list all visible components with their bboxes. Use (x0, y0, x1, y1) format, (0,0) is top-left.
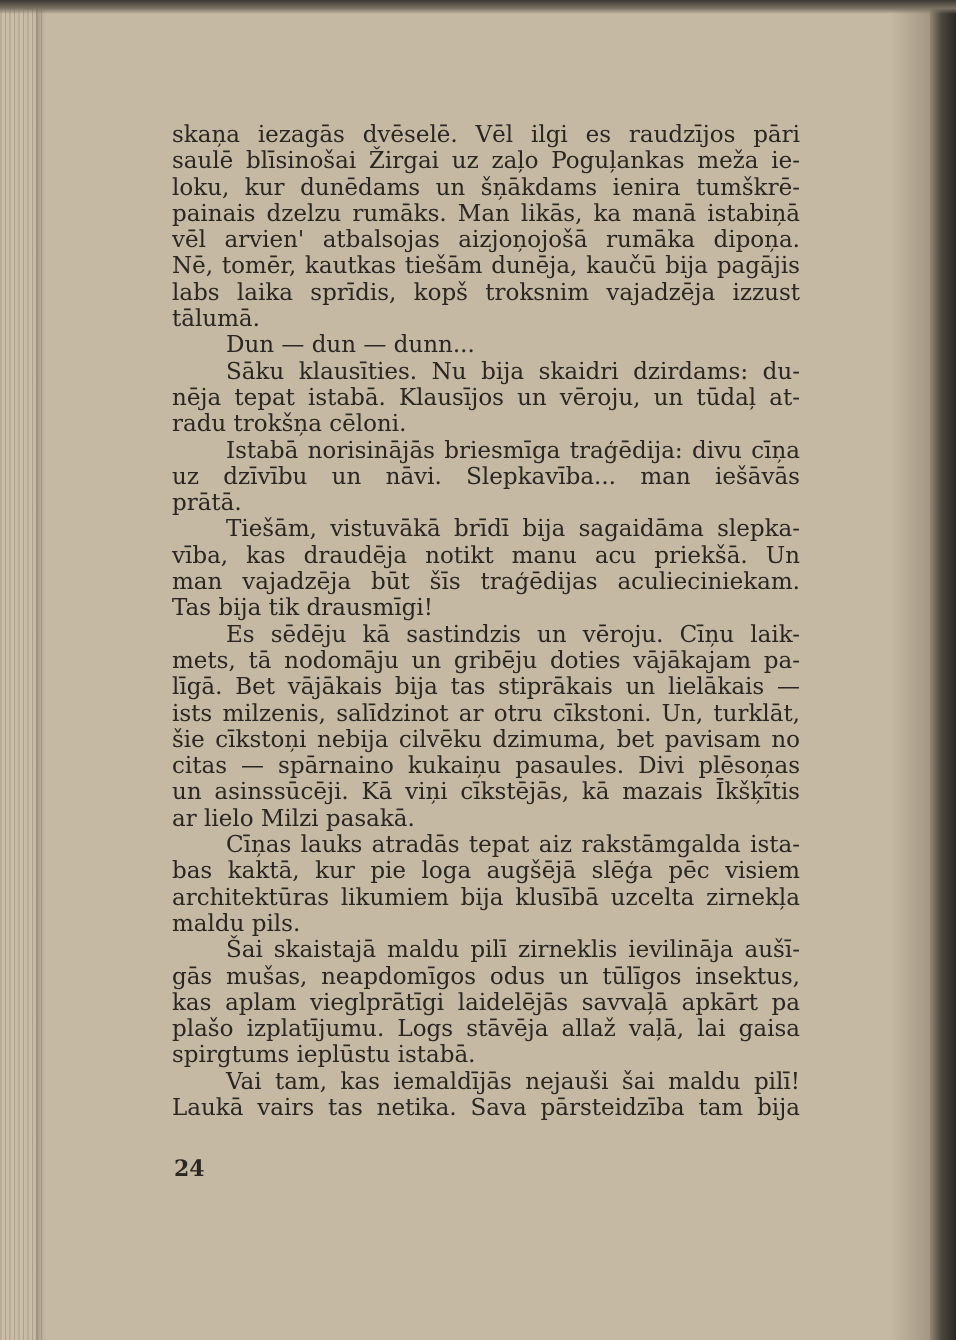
text-line: Šai skaistajā maldu pilī zirneklis ievilināja aušī- (226, 937, 800, 964)
text-line: nēja tepat istabā. Klausījos un vēroju, un tūdaļ at- (172, 384, 800, 411)
text-line: Vai tam, kas iemaldījās nejauši šai maldu pilī! (226, 1068, 800, 1095)
text-line: citas — spārnaino kukaiņu pasaules. Divi plēsoņas (172, 753, 800, 780)
text-line: labs laika sprīdis, kopš troksnim vajadzēja izzust (172, 279, 800, 306)
text-line: gās mušas, neapdomīgos odus un tūlīgos insektus, (172, 963, 800, 990)
text-line: bas kaktā, kur pie loga augšējā slēģa pēc visiem (172, 858, 800, 885)
text-line: vēl arvien' atbalsojas aizjoņojošā rumāka dipoņa. (172, 227, 800, 254)
body-text (172, 122, 800, 1121)
page-edge-shadow (36, 0, 46, 1340)
page-number: 24 (174, 1156, 205, 1182)
text-line: Laukā vairs tas netika. Sava pārsteidzība tam bija (172, 1094, 800, 1121)
text-line: spirgtums ieplūstu istabā. (172, 1042, 476, 1069)
text-line: mets, tā nodomāju un gribēju doties vājākajam pa- (172, 647, 800, 674)
text-line: ists milzenis, salīdzinot ar otru cīkstoni. Un, turklāt, (172, 700, 800, 727)
text-line: Es sēdēju kā sastindzis un vēroju. Cīņu laik- (226, 621, 800, 648)
text-line: līgā. Bet vājākais bija tas stiprākais un lielākais — (172, 674, 800, 701)
text-line: Sāku klausīties. Nu bija skaidri dzirdams: du- (226, 358, 800, 385)
text-line: radu trokšņa cēloni. (172, 411, 407, 438)
text-line: uz dzīvību un nāvi. Slepkavība... man iešāvās (172, 463, 800, 490)
text-line: Dun — dun — dunn... (226, 332, 475, 359)
text-line: maldu pils. (172, 910, 301, 937)
text-line: kas aplam vieglprātīgi laidelējās savvaļā apkārt pa (172, 989, 800, 1016)
top-edge (0, 0, 956, 14)
gutter-shadow (890, 0, 930, 1340)
text-line: Tas bija tik drausmīgi! (172, 595, 433, 622)
text-line: loku, kur dunēdams un šņākdams ienira tumškrē- (172, 174, 800, 201)
book-binding (930, 0, 956, 1340)
text-line: Tiešām, vistuvākā brīdī bija sagaidāma slepka- (226, 516, 800, 543)
text-line: plašo izplatījumu. Logs stāvēja allaž vaļā, lai gaisa (172, 1016, 800, 1043)
text-line: painais dzelzu rumāks. Man likās, ka manā istabiņā (172, 200, 800, 227)
text-line: tālumā. (172, 306, 260, 333)
text-line: skaņa iezagās dvēselē. Vēl ilgi es raudzījos pāri (172, 122, 800, 148)
text-line: Cīņas lauks atradās tepat aiz rakstāmgalda ista- (226, 832, 800, 859)
text-line: Istabā norisinājās briesmīga traģēdija: divu cīņa (226, 437, 800, 464)
text-line: architektūras likumiem bija klusībā uzcelta zirnekļa (172, 884, 800, 911)
text-line: ar lielo Milzi pasakā. (172, 805, 415, 832)
text-line: Nē, tomēr, kautkas tiešām dunēja, kaučū bija pagājis (172, 253, 800, 280)
text-line: man vajadzēja būt šīs traģēdijas aculieciniekam. (172, 569, 800, 596)
text-line: prātā. (172, 490, 242, 517)
text-line: saulē blīsinošai Žirgai uz zaļo Poguļankas meža ie- (172, 148, 800, 175)
text-line: un asinssūcēji. Kā viņi cīkstējās, kā mazais Īkšķītis (172, 779, 800, 806)
text-line: šie cīkstoņi nebija cilvēku dzimuma, bet pavisam no (172, 726, 800, 753)
text-line: vība, kas draudēja notikt manu acu priekšā. Un (172, 542, 800, 569)
